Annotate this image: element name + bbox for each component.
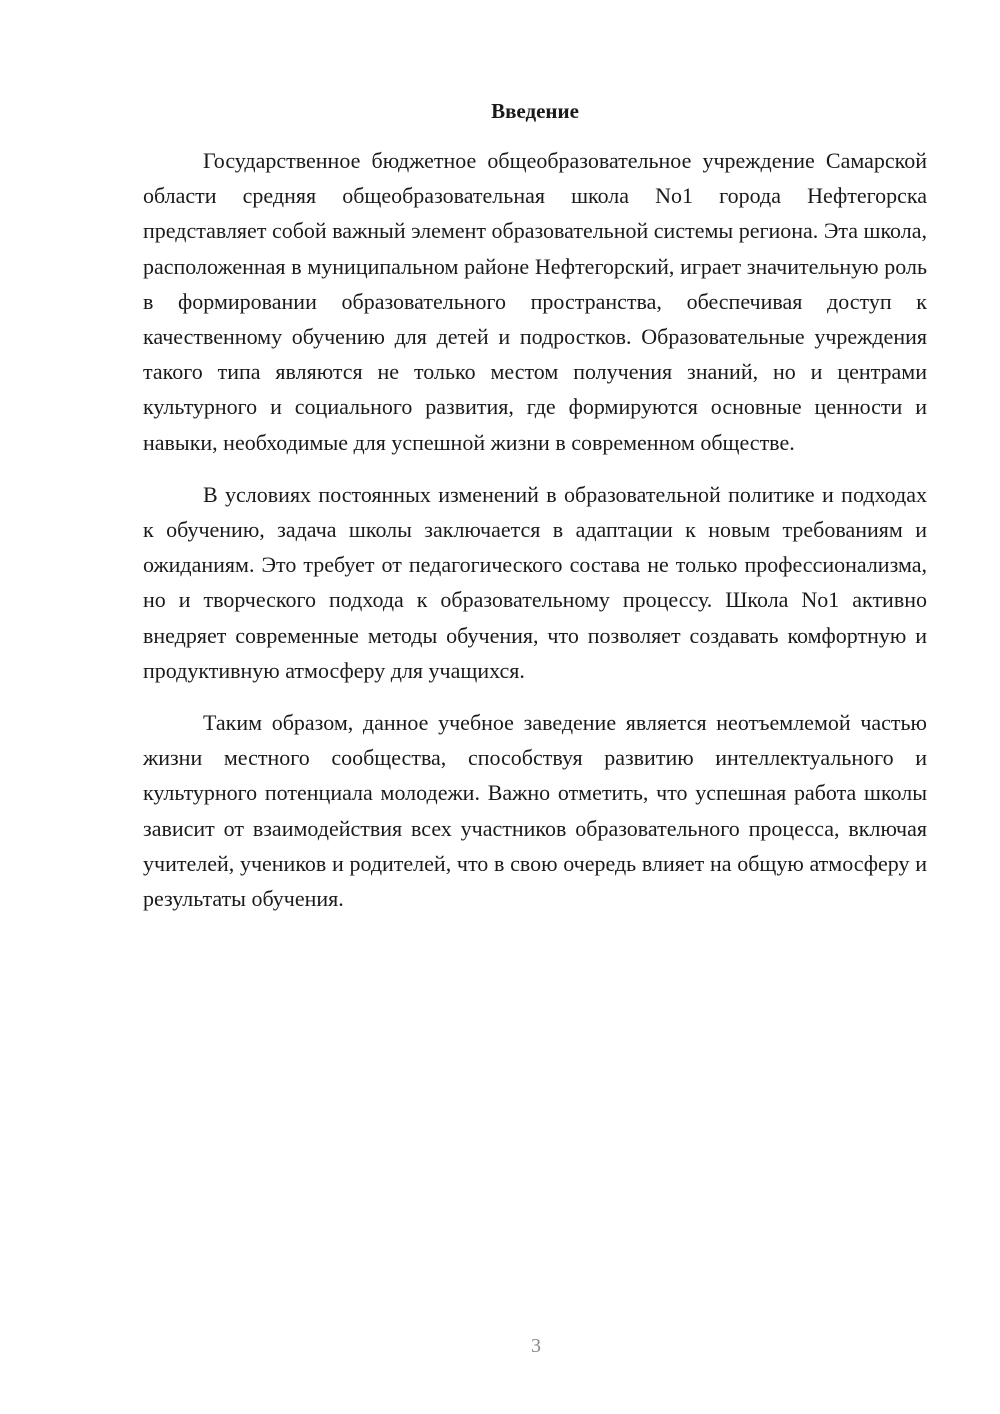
page-title: Введение — [491, 99, 579, 123]
page-number: 3 — [531, 1335, 541, 1357]
document-body — [143, 143, 927, 933]
paragraph-1: Государственное бюджетное общеобразовательное учреждение Самарской области средняя общеобразовательная школа No1 города Нефтегорска представляет собой важный элемент образовательной системы региона. Эта школа, расположенная в муниципальном районе Нефтегорский, играет значительную роль в формировании образовательного пространства, обеспечивая доступ к качественному обучению для детей и подростков. Образовательные учреждения такого типа являются не только местом получения знаний, но и центрами культурного и социального развития, где формируются основные ценности и навыки, необходимые для успешной жизни в современном обществе. — [143, 148, 927, 455]
paragraph-2: В условиях постоянных изменений в образовательной политике и подходах к обучению, задача школы заключается в адаптации к новым требованиям и ожиданиям. Это требует от педагогического состава не только профессионализма, но и творческого подхода к образовательному процессу. Школа No1 активно внедряет современные методы обучения, что позволяет создавать комфортную и продуктивную атмосферу для учащихся. — [143, 481, 927, 683]
paragraph-3: Таким образом, данное учебное заведение является неотъемлемой частью жизни местного сообщества, способствуя развитию интеллектуального и культурного потенциала молодежи. Важно отметить, что успешная работа школы зависит от взаимодействия всех участников образовательного процесса, включая учителей, учеников и родителей, что в свою очередь влияет на общую атмосферу и результаты обучения. — [143, 710, 927, 912]
